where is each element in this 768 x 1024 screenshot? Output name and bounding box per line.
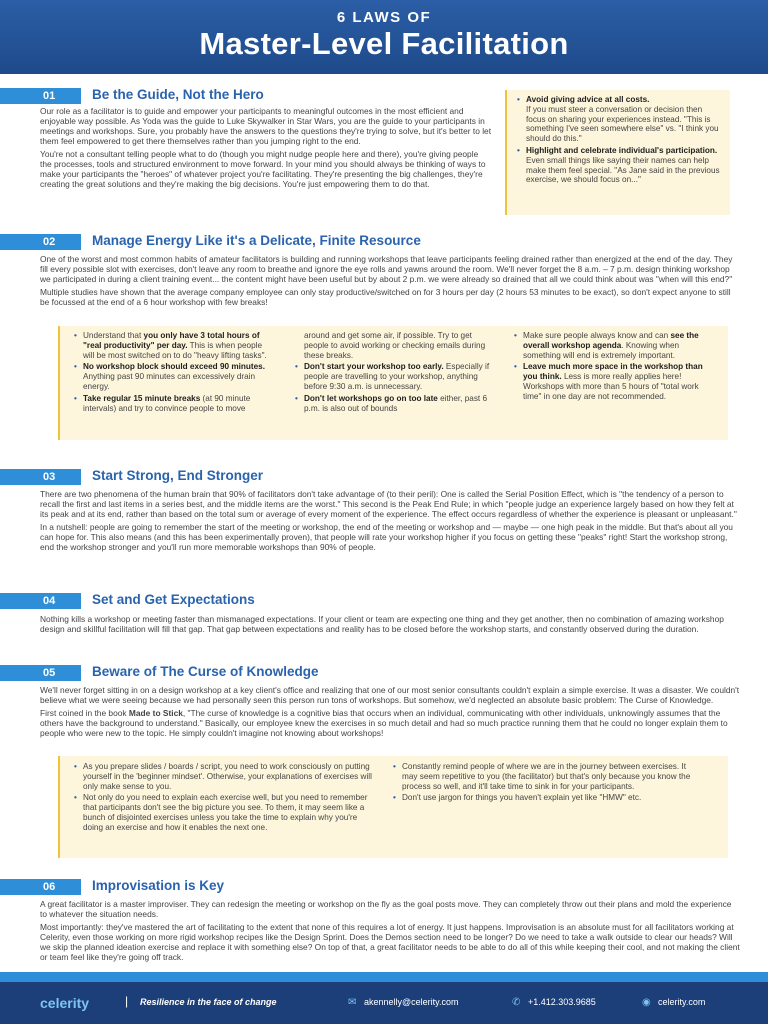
section-title: Improvisation is Key <box>92 878 225 893</box>
paragraph: One of the worst and most common habits of amateur facilitators is building and running workshops that leave participants feeling drained rather than energized at the end of the day. They fill every possible slot with exercises, don't leave any room to breathe and ignore the eye rolls and yawns around the room. We'll never forget the 8 a.m. – 7 p.m. design thinking workshop we participated in during a client training event... the content might have been useful but by about 2 p.m. we were already so drained that all we could think about was "when will this end?" <box>40 254 733 284</box>
section-number: 05 <box>31 665 81 681</box>
list-item: • Don't use jargon for things you haven't explain yet like "HMW" etc. <box>393 793 703 803</box>
paragraph: You're not a consultant telling people what to do (though you might nudge people here and there), you're giving people the processes, tools and structured environment to move forward. In your mind you should always be thinking of ways to make your participants the "heroes" of whatever project you're facilitating. They're presenting the big challenges, they're creating the great solutions and they're making the big decisions. You're just empowering them to do that. <box>40 149 486 189</box>
email-icon: ✉ <box>348 996 357 1008</box>
section-01-body <box>40 106 492 192</box>
footer-website[interactable]: ◉ celerity.com <box>642 996 706 1008</box>
section-number: 06 <box>31 879 81 895</box>
footer-email[interactable]: ✉ akennelly@celerity.com <box>348 996 459 1008</box>
section-title: Start Strong, End Stronger <box>92 468 264 483</box>
section-number: 03 <box>31 469 81 485</box>
section-03-body <box>40 489 740 555</box>
page-footer <box>0 982 768 1024</box>
list-item: • Take regular 15 minute breaks (at 90 minute intervals) and try to convince people to move <box>74 394 274 414</box>
list-item: around and get some air, if possible. Try to get people to avoid working or checking emails during these breaks. <box>304 331 486 360</box>
section-05 <box>0 665 768 685</box>
list-item: • Highlight and celebrate individual's participation. Even small things like saying their names can help make them feel special. "As Jane said in the previous exercise, we should focus on..." <box>517 146 720 185</box>
section-title: Beware of The Curse of Knowledge <box>92 664 319 679</box>
footer-phone[interactable]: ✆ +1.412.303.9685 <box>512 996 596 1008</box>
celerity-logo[interactable]: celerity <box>40 995 90 1011</box>
list-item: • Don't let workshops go on too late either, past 6 p.m. is also out of bounds <box>295 394 495 414</box>
section-02 <box>0 234 768 254</box>
paragraph: First coined in the book Made to Stick, "The curse of knowledge is a cognitive bias that occurs when an individual, communicating with other individuals, unknowingly assumes that the others have the background to understand." Basically, our employee knew the exercises in so much detail and had so much practice running them that he could no longer explain them to people who were new to the topic. He simply couldn't imagine not knowing about workshops! <box>40 708 728 738</box>
list-item: • As you prepare slides / boards / script, you need to work consciously on putting yourself in the 'beginner mindset'. Otherwise, your explanations of exercises will only make sense to you. <box>74 762 374 791</box>
list-item: • Constantly remind people of where we are in the journey between exercises. It may seem repetitive to you (the facilitator) but that's only because you know the process so well, and it'll take time to sink in for your participants. <box>393 762 703 791</box>
footer-tagline: Resilience in the face of change <box>140 997 277 1007</box>
section-number: 04 <box>31 593 81 609</box>
section-number: 02 <box>31 234 81 250</box>
section-number: 01 <box>31 88 81 104</box>
phone-icon: ✆ <box>512 996 521 1008</box>
paragraph: We'll never forget sitting in on a design workshop at a key client's office and realizing that one of our most senior consultants couldn't explain a simple exercise. It was a disaster. We couldn't believe what we were seeing because we had personally seen this person run tons of workshops. But somehow, we'd neglected an absolute basic problem: The Curse of Knowledge. <box>40 685 740 705</box>
list-item: • Leave much more space in the workshop than you think. Less is more really applies here! Workshops with more than 5 hours of "total work time" in one day are not recommended. <box>514 362 719 401</box>
list-item: • Don't start your workshop too early. Especially if people are travelling to your workshop, anything before 9:30 a.m. is unnecessary. <box>295 362 495 391</box>
paragraph: Multiple studies have shown that the average company employee can only stay productive/switched on for 3 hours per day (2 hours 53 minutes to be exact), so don't expect anyone to still be focussed at the end of a 6 hour workshop with few breaks! <box>40 287 731 307</box>
paragraph: A great facilitator is a master improviser. They can redesign the meeting or workshop on the fly as the goal posts move. They can completely throw out their plans and mold the experience to whatever the situation needs. <box>40 899 732 919</box>
paragraph: There are two phenomena of the human brain that 90% of facilitators don't take advantage of (to their peril): One is called the Serial Position Effect, which is "the tendency of a person to recall the first and last items in a series best, and the middle items are the worst." This second is the Peak End Rule; in which "people judge an experience largely based on how they felt at its peak and at its end, rather than based on the total sum or average of every moment of the experience. The effect occurs regardless of whether the experience is pleasant or unpleasant." <box>40 489 737 519</box>
callout-box <box>58 326 728 440</box>
header-kicker: 6 LAWS OF <box>336 9 432 26</box>
section-title: Be the Guide, Not the Hero <box>92 87 264 102</box>
section-title: Manage Energy Like it's a Delicate, Finite Resource <box>92 233 421 248</box>
callout-box <box>58 756 728 858</box>
paragraph: Our role as a facilitator is to guide and empower your participants to meaningful outcomes in the most efficient and enjoyable way possible. As Yoda was the guide to Luke Skywalker in Star Wars, you are the guide to your participants in meetings and workshops. Sure, you probably have the answers to the questions they're trying to solve, but it's better to let them feel empowered to get there themselves rather than you jumping right to the end. <box>40 106 492 146</box>
paragraph: Nothing kills a workshop or meeting faster than mismanaged expectations. If your client or team are expecting one thing and they get another, then no combination of amazing workshop design and skillful facilitation will fill that gap. That gap between expectations and reality has to be closed before the workshop starts, and constantly observed during the duration. <box>40 614 724 634</box>
paragraph: Most importantly: they've mastered the art of facilitating to the extent that none of this requires a lot of energy. It just happens. Improvisation is an absolute must for all facilitators working at Celerity, even those working on more rigid workshop recipes like the Design Sprint. Does the Demos section need to be longer? Do we need to take a walk outside to clear our heads? Will we skip the planned ideation exercise and replace it with something else? On top of that, a great facilitator needs to be able to do all of this while keeping their cool, and not making the client or team feel like they're going off track. <box>40 922 740 962</box>
callout-box <box>505 90 730 215</box>
section-04 <box>0 593 768 613</box>
list-item: • Understand that you only have 3 total hours of "real productivity" per day. This is when people will be most switched on to do "heavy lifting tasks". <box>74 331 274 360</box>
section-02-body <box>40 254 740 310</box>
page-header <box>0 0 768 74</box>
footer-separator: | <box>125 994 129 1008</box>
section-03 <box>0 469 768 489</box>
paragraph: In a nutshell: people are going to remember the start of the meeting or workshop, the end of the meeting or workshop and — maybe — one high peak in the middle. But that's about all you can hope for. This also means (and this has been experimentally proven), that people will rate your workshop higher if you focus on getting these "peaks" right! Start the workshop strong, end the workshop stronger and you'll run more memorable workshops than 90% of people. <box>40 522 733 552</box>
list-item: • Make sure people always know and can see the overall workshop agenda. Knowing when something will end is extremely important. <box>514 331 719 360</box>
footer-accent-bar <box>0 972 768 982</box>
section-05-body <box>40 685 740 741</box>
section-06 <box>0 879 768 899</box>
list-item: • No workshop block should exceed 90 minutes. Anything past 90 minutes can excessively drain energy. <box>74 362 274 391</box>
page-title: Master-Level Facilitation <box>199 26 569 61</box>
section-title: Set and Get Expectations <box>92 592 255 607</box>
section-06-body <box>40 899 740 965</box>
list-item: • Not only do you need to explain each exercise well, but you need to remember that participants don't see the big picture you see. To them, it may seem like a bunch of disjointed exercises unless you take the time to explain why you're doing an exercise and how it enables the next one. <box>74 793 374 832</box>
list-item: • Avoid giving advice at all costs. If you must steer a conversation or decision then focus on sharing your experiences instead. "This is something I've seen somewhere else" vs. "I think you should do this." <box>517 95 720 144</box>
section-04-body <box>40 614 740 637</box>
globe-icon: ◉ <box>642 996 651 1008</box>
